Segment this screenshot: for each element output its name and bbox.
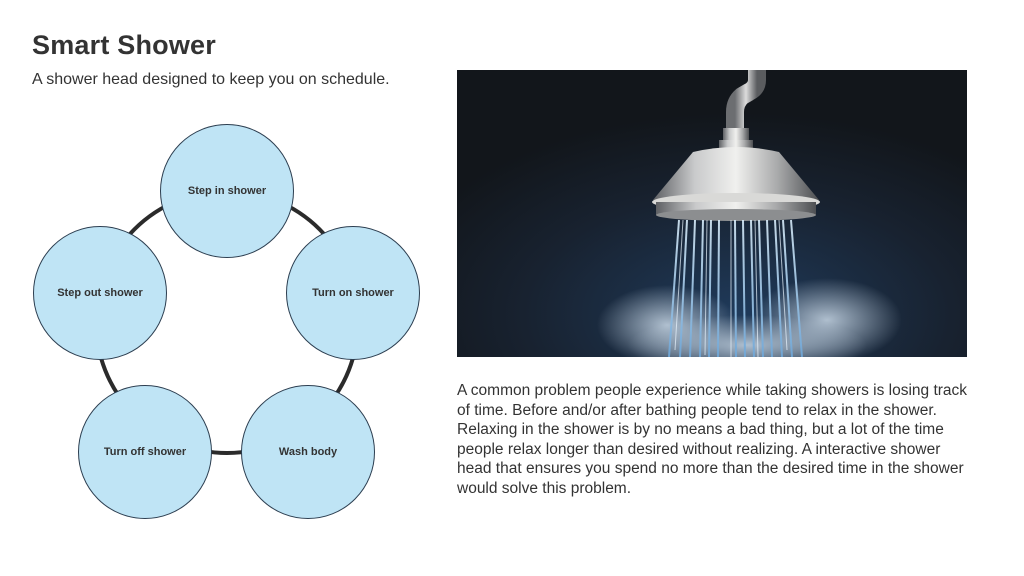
cycle-step-label: Step in shower	[187, 185, 267, 197]
cycle-step-turn-off-shower	[78, 385, 212, 519]
cycle-step-label: Turn on shower	[312, 287, 394, 299]
cycle-diagram	[0, 0, 460, 576]
cycle-step-label: Turn off shower	[103, 446, 187, 458]
cycle-step-step-in-shower	[160, 124, 294, 258]
shower-head-icon	[457, 70, 967, 357]
page-subtitle: A shower head designed to keep you on schedule.	[32, 71, 390, 88]
cycle-step-wash-body	[241, 385, 375, 519]
cycle-step-label: Step out shower	[57, 287, 143, 299]
cycle-step-step-out-shower	[33, 226, 167, 360]
shower-head-photo	[457, 70, 967, 357]
cycle-step-label: Wash body	[278, 446, 338, 458]
page-title: Smart Shower	[32, 30, 216, 60]
cycle-step-turn-on-shower	[286, 226, 420, 360]
problem-description: A common problem people experience while taking showers is losing track of time. Before and/or after bathing people tend to relax in the shower. Relaxing in the shower is by no means a bad thing, but a lot of the time people relax longer than desired without realizing. A interactive shower head that ensures you spend no more than the desired time in the shower would solve this problem.	[457, 382, 968, 497]
